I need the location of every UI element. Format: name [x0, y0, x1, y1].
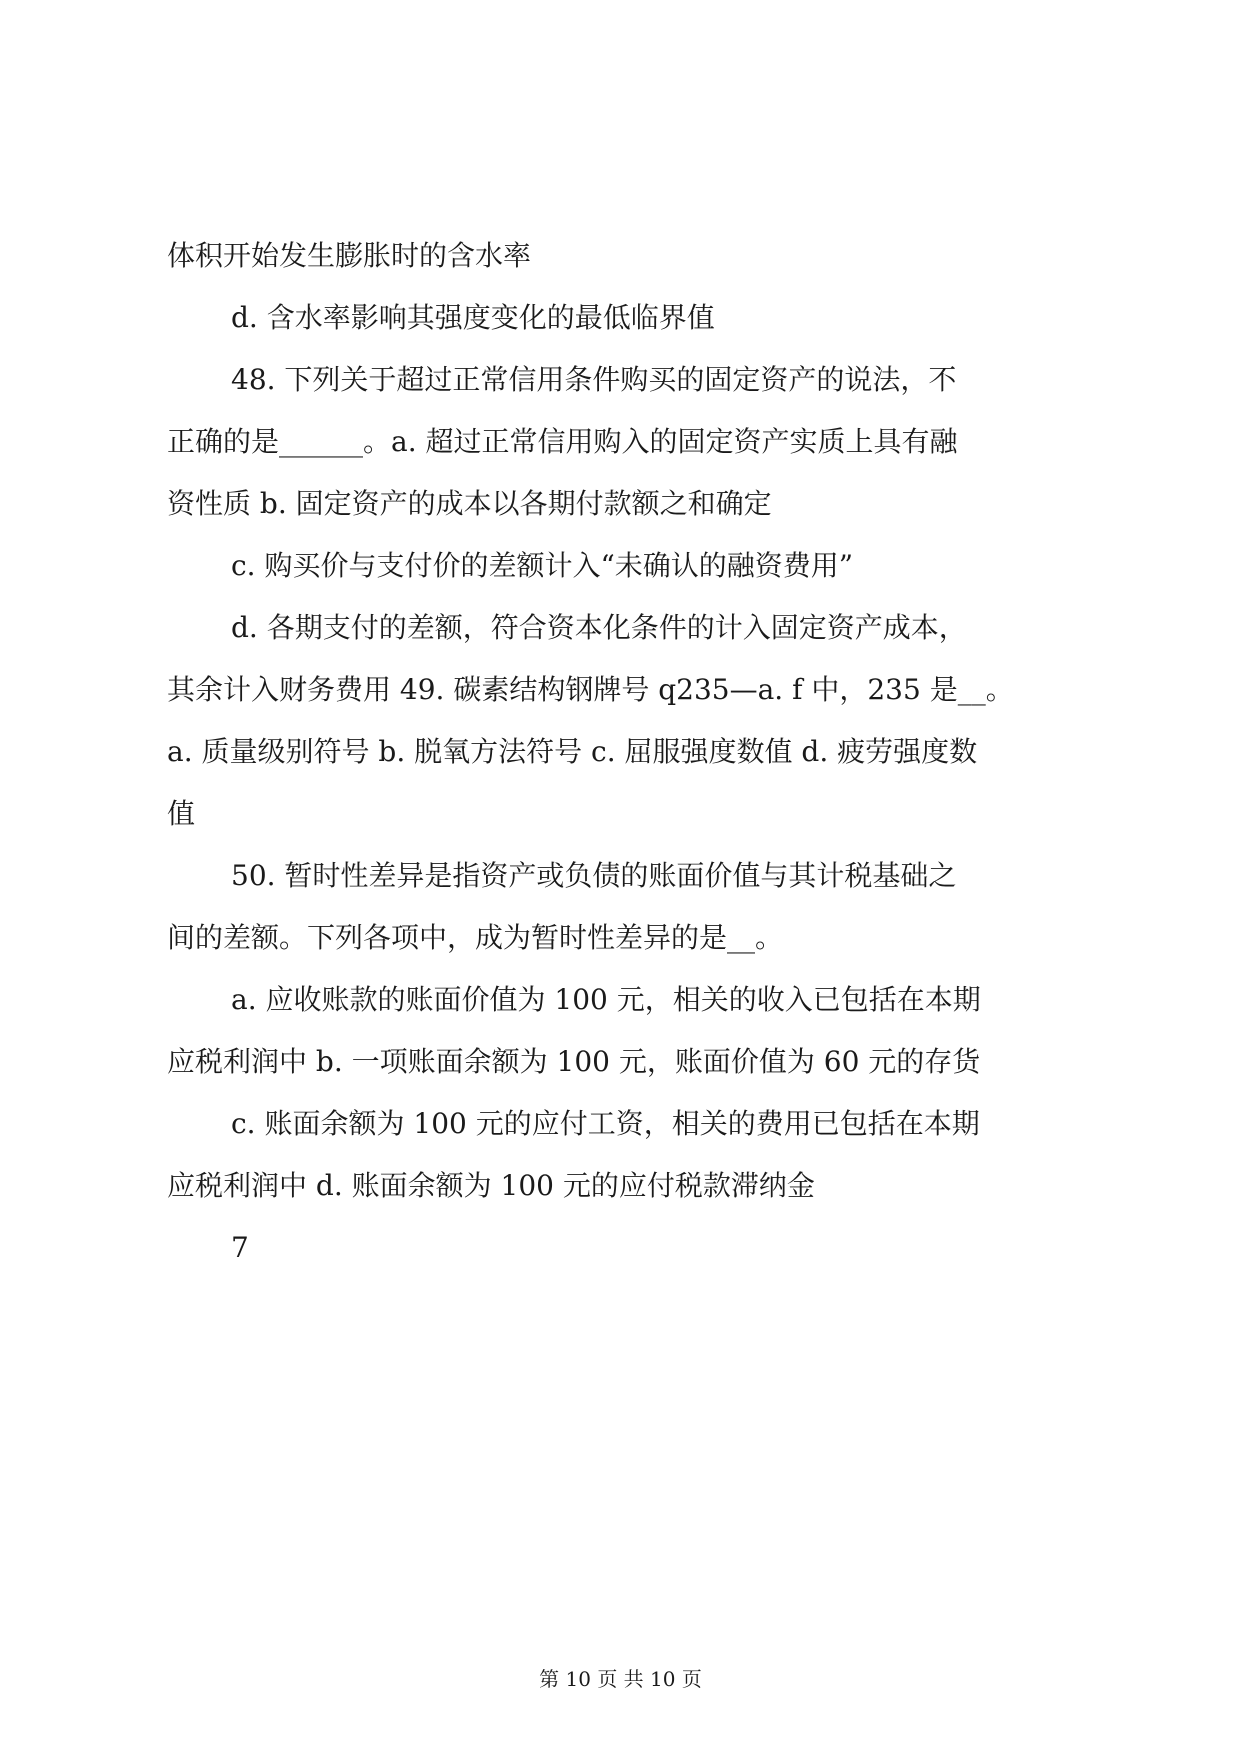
text-line: d. 各期支付的差额，符合资本化条件的计入固定资产成本，: [231, 611, 967, 644]
text-line: 间的差额。下列各项中，成为暂时性差异的是__。: [167, 921, 784, 954]
text-line: 体积开始发生膨胀时的含水率: [167, 239, 532, 272]
page-footer: 第 10 页 共 10 页: [539, 1667, 702, 1691]
text-line: 7: [231, 1231, 249, 1264]
text-line: 值: [167, 797, 196, 830]
text-line: a. 质量级别符号 b. 脱氧方法符号 c. 屈服强度数值 d. 疲劳强度数: [167, 735, 978, 768]
text-line: c. 购买价与支付价的差额计入“未确认的融资费用”: [231, 549, 854, 582]
text-line: c. 账面余额为 100 元的应付工资，相关的费用已包括在本期: [231, 1107, 980, 1140]
question-49-line: 其余计入财务费用 49. 碳素结构钢牌号 q235—a. f 中，235 是__。: [167, 673, 1014, 706]
question-50-line: 50. 暂时性差异是指资产或负债的账面价值与其计税基础之: [231, 859, 957, 892]
text-line: a. 应收账款的账面价值为 100 元，相关的收入已包括在本期: [231, 983, 981, 1016]
text-line: 应税利润中 d. 账面余额为 100 元的应付税款滞纳金: [167, 1169, 815, 1202]
text-line: d. 含水率影响其强度变化的最低临界值: [231, 301, 715, 334]
text-line: 资性质 b. 固定资产的成本以各期付款额之和确定: [167, 487, 772, 520]
text-line: 应税利润中 b. 一项账面余额为 100 元，账面价值为 60 元的存货: [167, 1045, 981, 1078]
question-48-line: 48. 下列关于超过正常信用条件购买的固定资产的说法，不: [231, 363, 957, 396]
text-line: 正确的是______。a. 超过正常信用购入的固定资产实质上具有融: [167, 425, 958, 458]
